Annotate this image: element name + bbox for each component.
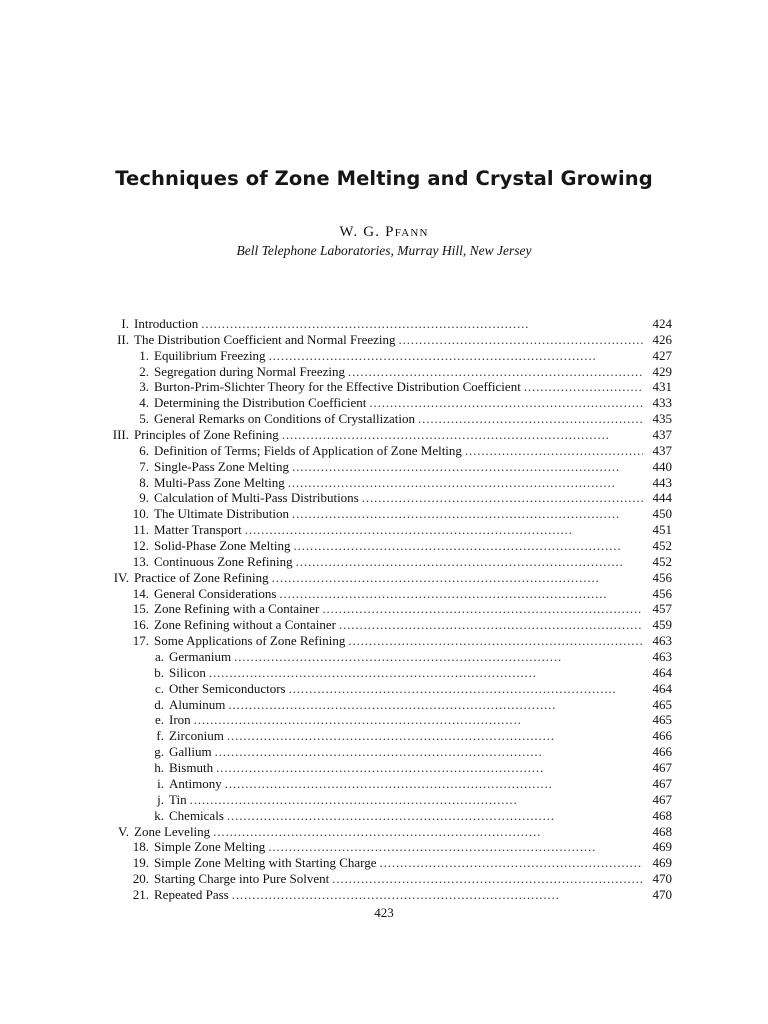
toc-entry-page: 452 — [652, 538, 672, 554]
toc-entry-number: II. — [117, 331, 129, 347]
toc-dot-leader — [272, 570, 643, 586]
toc-entry-number: 14. — [132, 585, 149, 601]
toc-entry-number: IV. — [113, 569, 129, 585]
toc-entry-number: 10. — [132, 506, 149, 522]
toc-dot-leader — [216, 760, 643, 776]
toc-entry-page: 431 — [652, 379, 672, 395]
toc-dot-leader — [269, 348, 643, 364]
toc-entry-label: Aluminum — [169, 696, 226, 712]
toc-entry-page: 466 — [652, 744, 672, 760]
toc-dot-leader — [190, 792, 643, 808]
toc-entry-number: 3. — [139, 379, 149, 395]
toc-entry-label: Simple Zone Melting with Starting Charge — [154, 855, 377, 871]
toc-entry-label: Zone Leveling — [134, 823, 211, 839]
toc-entry-number: 11. — [133, 522, 149, 538]
toc-entry-page: 465 — [652, 712, 672, 728]
toc-entry — [96, 617, 672, 633]
toc-entry — [96, 506, 672, 522]
toc-entry-number: b. — [154, 664, 164, 680]
toc-entry-page: 424 — [652, 316, 672, 331]
toc-dot-leader — [227, 728, 643, 744]
toc-dot-leader — [225, 776, 643, 792]
toc-entry — [96, 871, 672, 887]
toc-entry — [96, 490, 672, 506]
toc-entry-number: a. — [154, 649, 164, 665]
toc-entry-number: d. — [154, 696, 164, 712]
article-title: Techniques of Zone Melting and Crystal Growing — [115, 167, 653, 190]
toc-entry-label: Zone Refining without a Container — [154, 617, 336, 633]
toc-entry-number: k. — [154, 807, 164, 823]
toc-entry-page: 427 — [652, 347, 672, 363]
toc-entry-page: 440 — [652, 458, 672, 474]
toc-entry-page: 463 — [652, 649, 672, 665]
toc-entry-label: Simple Zone Melting — [154, 839, 266, 855]
toc-entry-label: Continuous Zone Refining — [154, 553, 293, 569]
toc-entry-label: Germanium — [169, 649, 232, 665]
toc-entry-label: Solid-Phase Zone Melting — [154, 538, 291, 554]
toc-entry-label: General Considerations — [154, 585, 277, 601]
toc-entry — [96, 332, 672, 348]
toc-dot-leader — [194, 712, 643, 728]
toc-entry-number: III. — [112, 427, 129, 443]
toc-entry — [96, 855, 672, 871]
toc-entry-page: 464 — [652, 680, 672, 696]
toc-entry-page: 437 — [652, 427, 672, 443]
toc-entry-label: Silicon — [169, 664, 206, 680]
toc-entry — [96, 379, 672, 395]
toc-entry-page: 435 — [652, 411, 672, 427]
toc-dot-leader — [282, 427, 643, 443]
toc-entry-label: Repeated Pass — [154, 886, 229, 902]
toc-entry-number: i. — [157, 775, 164, 791]
toc-entry — [96, 427, 672, 443]
toc-entry-label: Burton-Prim-Slichter Theory for the Effective Distribution Coefficient — [154, 379, 521, 395]
toc-entry-page: 443 — [652, 474, 672, 490]
toc-entry — [96, 681, 672, 697]
toc-dot-leader — [234, 649, 643, 665]
toc-entry-label: Some Applications of Zone Refining — [154, 633, 346, 649]
toc-entry — [96, 665, 672, 681]
toc-entry-page: 457 — [652, 601, 672, 617]
toc-entry — [96, 459, 672, 475]
toc-entry-number: 6. — [139, 442, 149, 458]
toc-entry — [96, 554, 672, 570]
toc-entry-page: 470 — [652, 886, 672, 902]
toc-dot-leader — [288, 475, 643, 491]
toc-entry-label: Introduction — [134, 316, 199, 331]
toc-entry-page: 437 — [652, 442, 672, 458]
toc-entry — [96, 697, 672, 713]
toc-entry-number: 7. — [139, 458, 149, 474]
toc-entry-label: Zirconium — [169, 728, 224, 744]
toc-entry-number: V. — [118, 823, 129, 839]
toc-entry-page: 426 — [652, 331, 672, 347]
toc-entry-number: 9. — [139, 490, 149, 506]
toc-entry-label: Determining the Distribution Coefficient — [154, 395, 367, 411]
table-of-contents — [96, 316, 672, 903]
toc-entry-page: 469 — [652, 839, 672, 855]
toc-dot-leader — [268, 839, 643, 855]
toc-entry-label: Principles of Zone Refining — [134, 427, 279, 443]
toc-dot-leader — [213, 824, 643, 840]
toc-entry-page: 467 — [652, 775, 672, 791]
toc-entry-number: I. — [121, 316, 129, 331]
toc-entry-label: Starting Charge into Pure Solvent — [154, 871, 330, 887]
toc-entry-page: 467 — [652, 791, 672, 807]
toc-entry — [96, 824, 672, 840]
toc-entry-page: 467 — [652, 760, 672, 776]
toc-dot-leader — [418, 411, 643, 427]
toc-entry — [96, 792, 672, 808]
toc-entry-label: Definition of Terms; Fields of Application of Zone Melting — [154, 442, 462, 458]
toc-entry-number: 5. — [139, 411, 149, 427]
toc-entry-number: 15. — [132, 601, 149, 617]
toc-dot-leader — [296, 554, 643, 570]
toc-entry-label: Gallium — [169, 744, 212, 760]
toc-entry-number: 13. — [132, 553, 149, 569]
toc-entry-number: 12. — [132, 538, 149, 554]
toc-entry — [96, 776, 672, 792]
toc-entry-number: 20. — [132, 871, 149, 887]
toc-dot-leader — [380, 855, 643, 871]
toc-entry-number: g. — [154, 744, 164, 760]
toc-entry — [96, 744, 672, 760]
toc-dot-leader — [322, 601, 643, 617]
toc-entry — [96, 570, 672, 586]
toc-entry — [96, 475, 672, 491]
toc-dot-leader — [232, 887, 643, 903]
toc-entry-number: 2. — [139, 363, 149, 379]
toc-dot-leader — [524, 379, 643, 395]
toc-entry-page: 469 — [652, 855, 672, 871]
toc-entry-label: Segregation during Normal Freezing — [154, 363, 345, 379]
toc-entry-label: Matter Transport — [154, 522, 242, 538]
toc-dot-leader — [279, 586, 643, 602]
toc-entry-label: Practice of Zone Refining — [134, 569, 269, 585]
toc-entry-page: 456 — [652, 585, 672, 601]
toc-entry-label: Other Semiconductors — [169, 680, 286, 696]
toc-dot-leader — [369, 395, 643, 411]
toc-entry-number: 17. — [132, 633, 149, 649]
toc-dot-leader — [215, 744, 643, 760]
toc-entry-label: The Distribution Coefficient and Normal Freezing — [134, 331, 396, 347]
toc-entry-page: 433 — [652, 395, 672, 411]
toc-entry — [96, 839, 672, 855]
toc-entry-label: Equilibrium Freezing — [154, 347, 266, 363]
toc-entry-number: f. — [156, 728, 164, 744]
toc-entry — [96, 887, 672, 903]
toc-entry-number: j. — [157, 791, 164, 807]
toc-entry-label: Antimony — [169, 775, 222, 791]
toc-entry-number: 8. — [139, 474, 149, 490]
toc-entry-label: General Remarks on Conditions of Crystallization — [154, 411, 416, 427]
toc-entry-page: 470 — [652, 871, 672, 887]
toc-entry — [96, 760, 672, 776]
toc-dot-leader — [348, 633, 643, 649]
toc-entry-label: Multi-Pass Zone Melting — [154, 474, 285, 490]
toc-entry-page: 444 — [652, 490, 672, 506]
toc-dot-leader — [399, 332, 644, 348]
toc-entry-page: 463 — [652, 633, 672, 649]
toc-entry-number: 4. — [139, 395, 149, 411]
toc-entry-number: c. — [154, 680, 164, 696]
toc-dot-leader — [465, 443, 643, 459]
toc-dot-leader — [332, 871, 643, 887]
toc-entry-number: e. — [154, 712, 164, 728]
author-affiliation: Bell Telephone Laboratories, Murray Hill, New Jersey — [236, 243, 532, 258]
page-number: 423 — [374, 905, 394, 920]
toc-entry-number: 16. — [132, 617, 149, 633]
author-name — [0, 224, 768, 241]
toc-dot-leader — [294, 538, 644, 554]
toc-entry-page: 451 — [652, 522, 672, 538]
toc-dot-leader — [292, 506, 643, 522]
toc-dot-leader — [201, 316, 643, 332]
toc-entry-page: 468 — [652, 807, 672, 823]
toc-dot-leader — [289, 681, 643, 697]
toc-entry — [96, 411, 672, 427]
toc-dot-leader — [228, 697, 643, 713]
toc-entry-label: Single-Pass Zone Melting — [154, 458, 290, 474]
toc-entry-page: 464 — [652, 664, 672, 680]
toc-dot-leader — [339, 617, 643, 633]
toc-dot-leader — [245, 522, 643, 538]
toc-entry-page: 466 — [652, 728, 672, 744]
toc-entry — [96, 364, 672, 380]
toc-entry-label: Chemicals — [169, 807, 224, 823]
toc-entry — [96, 538, 672, 554]
toc-entry-label: Calculation of Multi-Pass Distributions — [154, 490, 359, 506]
author-name-text: W. G. Pfann — [339, 224, 429, 240]
toc-dot-leader — [227, 808, 643, 824]
toc-entry-number: h. — [154, 760, 164, 776]
toc-entry — [96, 395, 672, 411]
toc-entry-number: 21. — [132, 886, 149, 902]
toc-entry-label: Zone Refining with a Container — [154, 601, 320, 617]
toc-entry-page: 450 — [652, 506, 672, 522]
toc-entry — [96, 649, 672, 665]
toc-entry — [96, 316, 672, 332]
toc-entry-number: 1. — [139, 347, 149, 363]
toc-entry-page: 468 — [652, 823, 672, 839]
toc-entry — [96, 601, 672, 617]
toc-entry — [96, 712, 672, 728]
toc-dot-leader — [362, 490, 643, 506]
toc-entry-page: 459 — [652, 617, 672, 633]
toc-dot-leader — [209, 665, 643, 681]
toc-entry — [96, 728, 672, 744]
toc-entry — [96, 522, 672, 538]
toc-entry-label: Tin — [169, 791, 187, 807]
toc-entry-number: 18. — [132, 839, 149, 855]
toc-entry-label: Bismuth — [169, 760, 214, 776]
toc-entry-page: 429 — [652, 363, 672, 379]
toc-entry — [96, 633, 672, 649]
toc-entry — [96, 808, 672, 824]
toc-dot-leader — [348, 364, 643, 380]
toc-dot-leader — [292, 459, 643, 475]
toc-entry-label: Iron — [169, 712, 191, 728]
toc-entry-number: 19. — [132, 855, 149, 871]
toc-entry — [96, 348, 672, 364]
toc-entry-page: 452 — [652, 553, 672, 569]
toc-entry-page: 456 — [652, 569, 672, 585]
toc-entry — [96, 443, 672, 459]
toc-entry-page: 465 — [652, 696, 672, 712]
toc-entry-label: The Ultimate Distribution — [154, 506, 290, 522]
toc-entry — [96, 586, 672, 602]
